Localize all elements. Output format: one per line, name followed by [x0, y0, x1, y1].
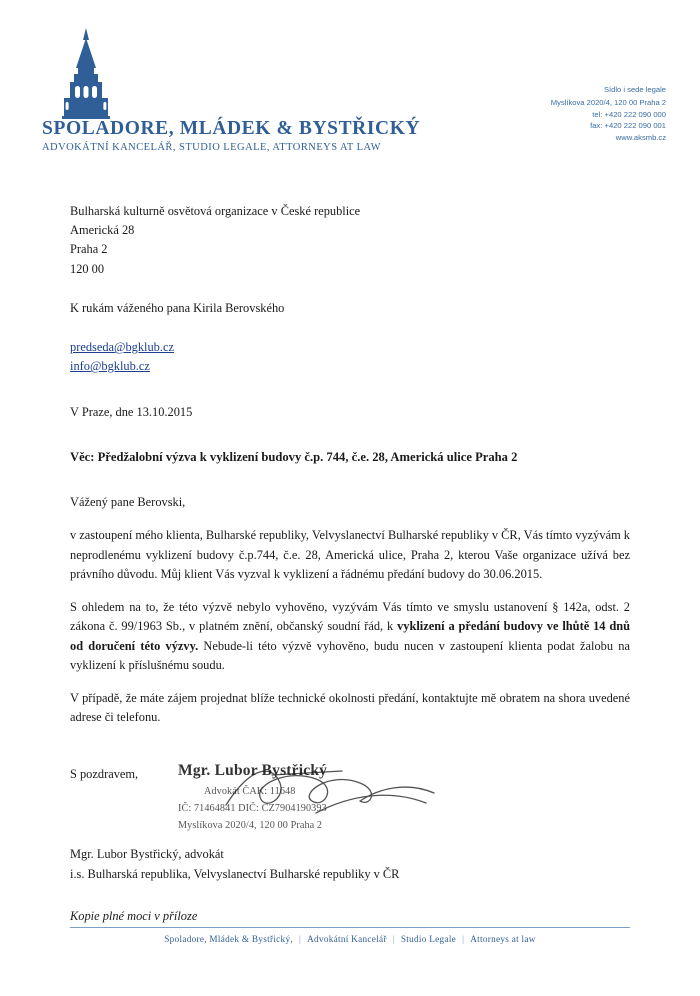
page-footer — [0, 927, 700, 944]
firm-subtitle: ADVOKÁTNÍ KANCELÁŘ, STUDIO LEGALE, ATTORNEYS AT LAW — [42, 142, 382, 153]
paragraph-2-text-b: Nebude-li této výzvě vyhověno, budu nucen v zastoupení klienta podat žalobu na vyklizení k příslušnému soudu. — [70, 638, 630, 672]
paragraph-2-text-a: S ohledem na to, že této výzvě nebylo vyhověno, vyzývám Vás tímto ve smyslu ustanovení § 142a, odst. 2 zákona č. 99/1963 Sb., v platném znění, občanský soudní řád, k — [70, 600, 630, 634]
paragraph-2-text-bold: vyklizení a předání budovy ve lhůtě 14 dnů od doručení této výzvy. — [70, 619, 630, 653]
attorney-stamp — [178, 759, 478, 833]
place-and-date: V Praze, dne 13.10.2015 — [70, 404, 193, 419]
paragraph-2 — [70, 598, 630, 675]
footer-divider — [70, 927, 630, 928]
footer-separator-3: | — [462, 934, 465, 944]
recipient-org: Bulharská kulturně osvětová organizace v České republice — [70, 204, 361, 218]
recipient-street: Americká 28 — [70, 223, 135, 238]
paragraph-3 — [70, 689, 630, 727]
firm-identity — [42, 118, 462, 153]
closing-block — [70, 845, 630, 885]
stamp-line-3: Myslíkova 2020/4, 120 00 Praha 2 — [178, 820, 323, 832]
stamp-name: Mgr. Lubor Bystřický — [178, 762, 328, 780]
stamp-line-1: Advokát ČAK: 11648 — [204, 786, 296, 798]
letterhead — [0, 0, 700, 170]
closing-line-2: i.s. Bulharská republika, Velvyslanectví Bulharské republiky v ČR — [70, 867, 400, 882]
footer-separator-1: | — [298, 934, 302, 944]
church-tower-icon — [56, 28, 116, 120]
paragraph-1 — [70, 526, 630, 584]
footer-separator-2: | — [392, 934, 395, 944]
footer-item-4: Attorneys at law — [470, 934, 536, 944]
salutation: Vážený pane Berovski, — [70, 495, 186, 510]
contact-web: www.aksmb.cz — [615, 133, 666, 143]
contact-fax-label: fax: — [590, 121, 603, 131]
firm-name: SPOLADORE, MLÁDEK & BYSTŘICKÝ — [42, 118, 421, 139]
signature-area — [70, 759, 630, 845]
letter-body — [70, 170, 630, 926]
footer-item-1: Spoladore, Mládek & Bystřický, — [164, 934, 293, 944]
paragraph-1-text: v zastoupení mého klienta, Bulharské republiky, Velvyslanectví Bulharské republiky v ČR, Vás tímto vyzývám k neprodlenému vyklizení budovy č.p.744, č.e. 28, Americká ulice, Praha 2, kterou Vaše organizace užívá bez právního důvodu. Můj klient Vás vyzval k vyklizení a řádnému předání budovy do 30.06.2015. — [70, 528, 631, 581]
attachment-note: Kopie plné moci v příloze — [70, 909, 198, 924]
recipient-city: Praha 2 — [70, 242, 108, 257]
stamp-line-2: IČ: 71464841 DIČ: CZ7904190393 — [178, 803, 327, 815]
closing-line-1: Mgr. Lubor Bystřický, advokát — [70, 847, 224, 862]
recipient-zip: 120 00 — [70, 261, 105, 276]
contact-tel-label: tel: — [592, 109, 603, 119]
recipient-email-1[interactable]: predseda@bgklub.cz — [70, 340, 174, 355]
paragraph-3-text: V případě, že máte zájem projednat blíže technické okolnosti předání, kontaktujte mě obratem na shora uvedené adrese či telefonu. — [70, 691, 630, 725]
email-list — [70, 338, 630, 376]
contact-fax: +420 222 090 001 — [604, 121, 666, 131]
recipient-address — [70, 202, 630, 279]
contact-tel: +420 222 090 000 — [604, 109, 666, 119]
contact-address: Myslíkova 2020/4, 120 00 Praha 2 — [550, 97, 666, 107]
contact-block — [551, 84, 666, 144]
signature-greeting: S pozdravem, — [70, 767, 139, 782]
footer-item-3: Studio Legale — [400, 934, 457, 944]
footer-text — [0, 934, 700, 944]
recipient-email-2[interactable]: info@bgklub.cz — [70, 359, 150, 374]
contact-heading: Sídlo i sede legale — [603, 85, 666, 94]
subject-line: Věc: Předžalobní výzva k vyklizení budovy č.p. 744, č.e. 28, Americká ulice Praha 2 — [70, 449, 518, 464]
footer-item-2: Advokátní Kancelář — [307, 934, 387, 944]
attention-line: K rukám váženého pana Kirila Berovského — [70, 300, 285, 315]
